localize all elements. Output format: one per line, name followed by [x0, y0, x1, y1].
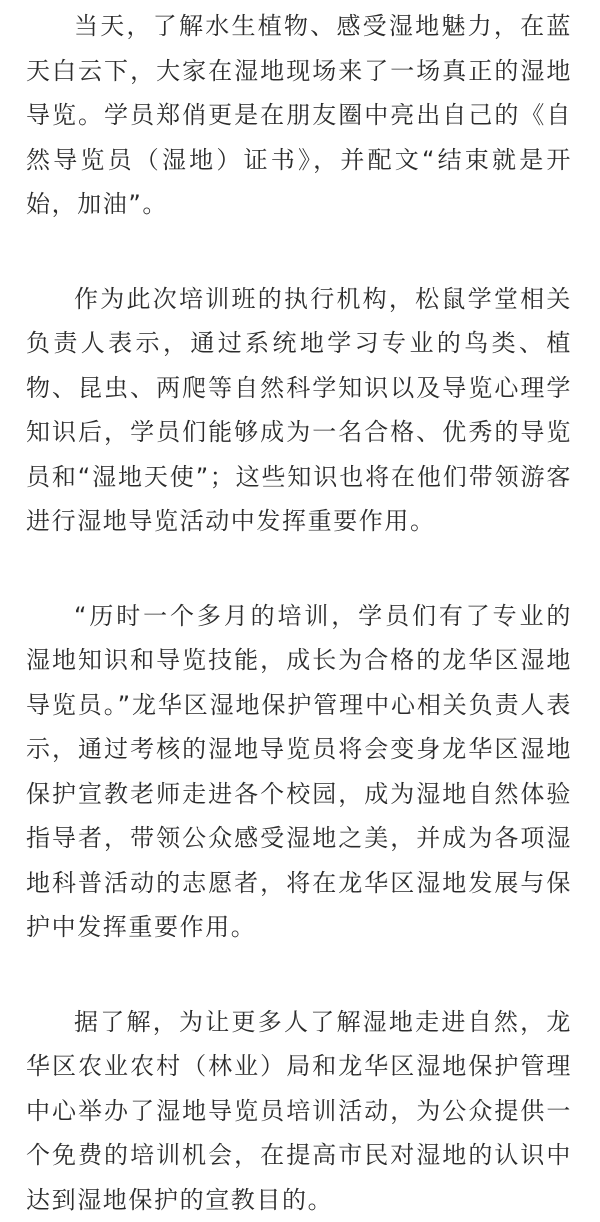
paragraph-wetland-tour: 当天，了解水生植物、感受湿地魅力，在蓝天白云下，大家在湿地现场来了一场真正的湿地导览。学员郑俏更是在朋友圈中亮出自己的《自然导览员（湿地）证书》，并配文“结束就是开始，加油”。 [26, 4, 572, 227]
paragraph-management-center-quote: “历时一个多月的培训，学员们有了专业的湿地知识和导览技能，成长为合格的龙华区湿地导览员。”龙华区湿地保护管理中心相关负责人表示，通过考核的湿地导览员将会变身龙华区湿地保护宣教老师走进各个校园，成为湿地自然体验指导者，带领公众感受湿地之美，并成为各项湿地科普活动的志愿者，将在龙华区湿地发展与保护中发挥重要作用。 [26, 594, 572, 950]
paragraph-training-organizer: 作为此次培训班的执行机构，松鼠学堂相关负责人表示，通过系统地学习专业的鸟类、植物、昆虫、两爬等自然科学知识以及导览心理学知识后，学员们能够成为一名合格、优秀的导览员和“湿地天使”；这些知识也将在他们带领游客进行湿地导览活动中发挥重要作用。 [26, 277, 572, 544]
paragraph-activity-background: 据了解，为让更多人了解湿地走进自然，龙华区农业农村（林业）局和龙华区湿地保护管理中心举办了湿地导览员培训活动，为公众提供一个免费的培训机会，在提高市民对湿地的认识中达到湿地保护的宣教目的。 [26, 1000, 572, 1222]
